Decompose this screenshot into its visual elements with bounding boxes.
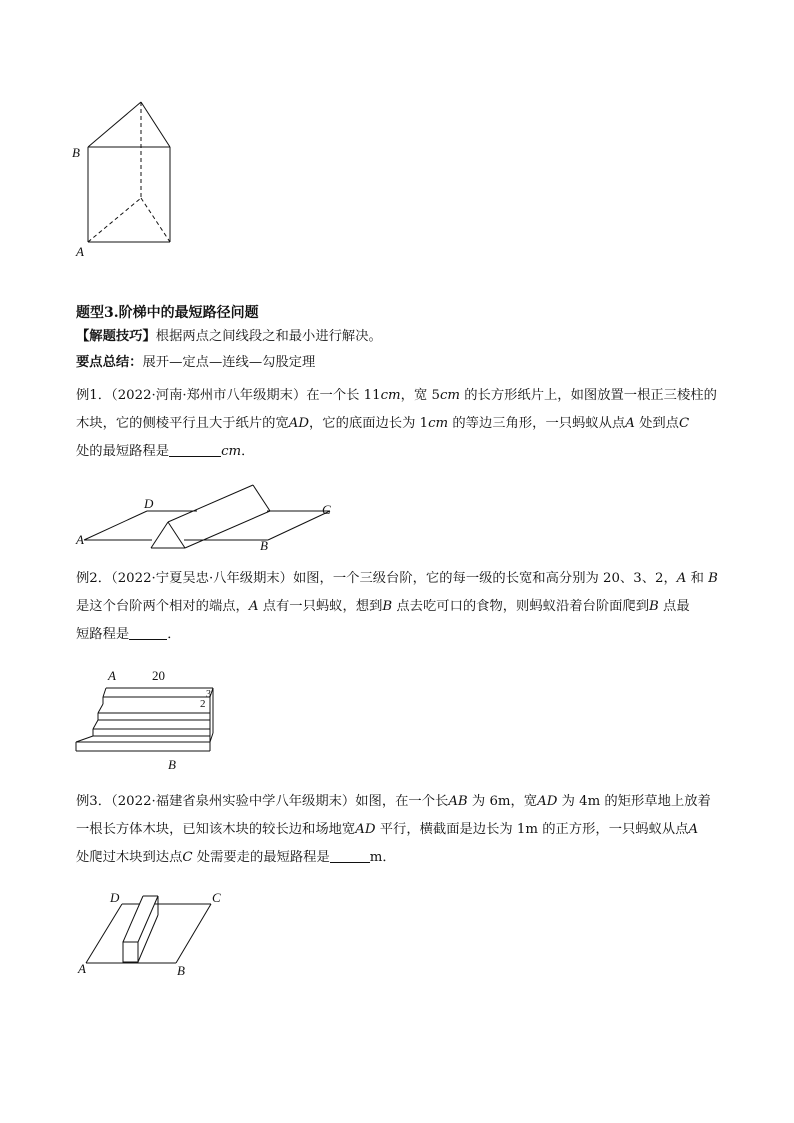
example-3 (76, 788, 726, 872)
paper-label-c: C (322, 502, 331, 517)
tip-line (76, 327, 382, 347)
prism-diagram (66, 95, 186, 265)
lawn-label-a: A (78, 961, 86, 976)
example-2 (76, 565, 726, 649)
lawn-label-d: D (110, 890, 120, 905)
example-3-line-3: 处爬过木块到达点C 处需要走的最短路程是 m． (76, 850, 396, 865)
example-2-line-2: 是这个台阶两个相对的端点，A 点有一只蚂蚁，想到B 点去吃可口的食物，则蚂蚁沿着台阶面爬到B 点最 (76, 599, 690, 614)
stairs-height-label: 2 (200, 698, 206, 710)
example-2-line-3: 短路程是 ． (76, 627, 181, 642)
prism-label-a: A (76, 244, 84, 259)
example-1-line-1: 例1．（2022·河南·郑州市八年级期末）在一个长 11cm，宽 5cm 的长方形纸片上，如图放置一根正三棱柱的 (76, 388, 717, 403)
tip-label: 【解题技巧】 (76, 329, 156, 344)
prism-label-b: B (72, 145, 80, 160)
stairs-label-b: B (168, 757, 176, 772)
example-1-line-3: 处的最短路程是 cm． (76, 444, 255, 459)
stairs-length-label: 20 (152, 668, 165, 683)
summary-line (76, 353, 315, 373)
answer-blank-3[interactable] (330, 848, 370, 863)
lawn-diagram (74, 882, 234, 982)
summary-label: 要点总结： (76, 355, 143, 370)
section-heading: 题型3.阶梯中的最短路径问题 (76, 305, 259, 321)
paper-prism-diagram (72, 482, 342, 554)
example-3-line-1: 例3．（2022·福建省泉州实验中学八年级期末）如图，在一个长AB 为 6m，宽AD 为 4m 的矩形草地上放着 (76, 794, 711, 809)
tip-text: 根据两点之间线段之和最小进行解决。 (155, 329, 382, 344)
summary-text: 展开—定点—连线—勾股定理 (142, 355, 316, 370)
paper-prism-figure (72, 482, 342, 554)
example-1 (76, 382, 726, 466)
answer-blank-1[interactable] (169, 442, 221, 457)
example-1-line-2: 木块，它的侧棱平行且大于纸片的宽AD，它的底面边长为 1cm 的等边三角形，一只蚂蚁从点A 处到点C (76, 416, 690, 431)
paper-label-a: A (76, 532, 84, 547)
paper-label-d: D (144, 496, 154, 511)
example-3-line-2: 一根长方体木块，已知该木块的较长边和场地宽AD 平行，横截面是边长为 1m 的正方形，一只蚂蚁从点A (76, 822, 699, 837)
lawn-label-c: C (212, 890, 221, 905)
stairs-diagram (70, 666, 230, 776)
paper-label-b: B (260, 538, 268, 553)
lawn-label-b: B (177, 963, 185, 978)
lawn-figure (74, 882, 234, 982)
stairs-label-a: A (108, 668, 116, 683)
example-2-line-1: 例2．（2022·宁夏吴忠·八年级期末）如图，一个三级台阶，它的每一级的长宽和高分别为 20、3、2，A 和 B (76, 571, 718, 586)
prism-figure (66, 95, 186, 265)
answer-blank-2[interactable] (129, 625, 167, 640)
stairs-figure (70, 666, 230, 776)
stairs-width-label: 3 (206, 689, 211, 700)
